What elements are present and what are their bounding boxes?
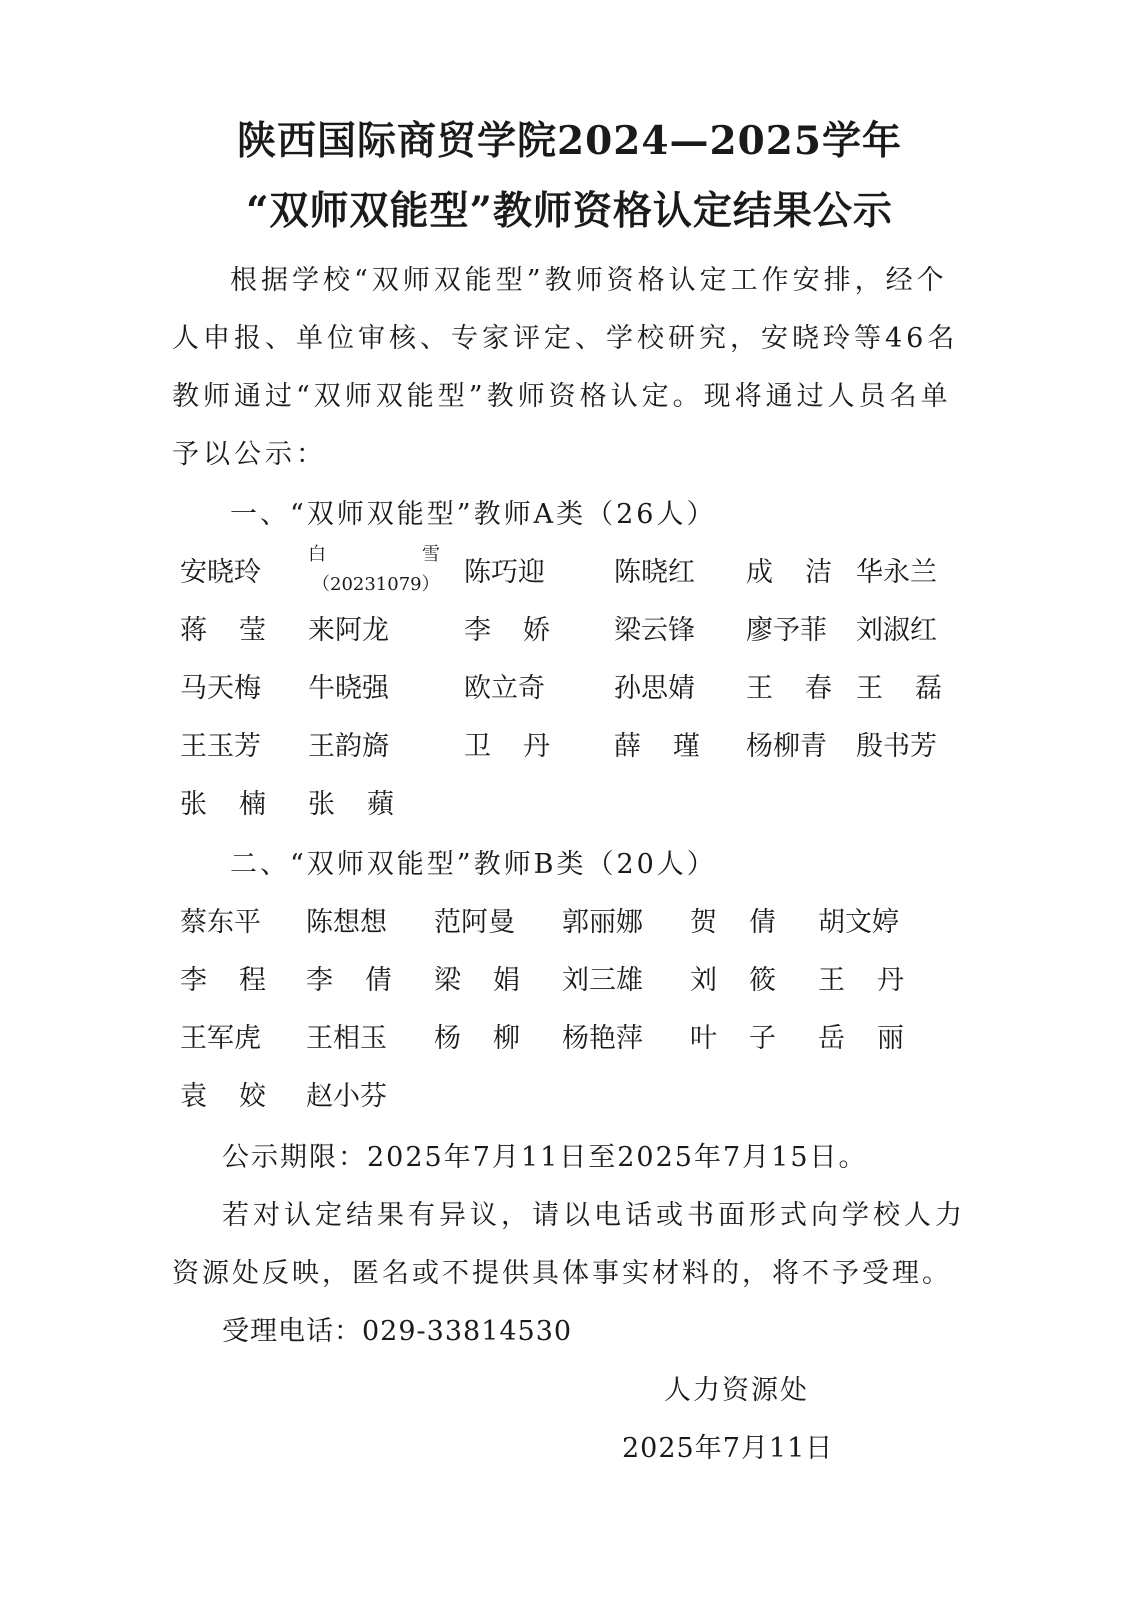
teacher-name: 王 丹 xyxy=(818,965,904,996)
teacher-name: 廖予菲 xyxy=(746,615,827,646)
teacher-name: 李 倩 xyxy=(306,965,392,996)
teacher-name: 牛晓强 xyxy=(308,673,389,704)
teacher-name: 孙思婧 xyxy=(614,673,695,704)
teacher-name: 叶 子 xyxy=(690,1023,776,1054)
teacher-name: 陈巧迎 xyxy=(464,557,545,588)
signature-department: 人力资源处 xyxy=(664,1375,809,1406)
intro-line-3: 教师通过“双师双能型”教师资格认定。现将通过人员名单 xyxy=(172,381,952,412)
teacher-name: 杨柳青 xyxy=(746,731,827,762)
teacher-name: 蒋 莹 xyxy=(180,615,266,646)
teacher-name: 贺 倩 xyxy=(690,907,776,938)
document-title-line-2: “双师双能型”教师资格认定结果公示 xyxy=(246,188,893,234)
section-b-heading: 二、“双师双能型”教师B类（20人） xyxy=(230,849,717,880)
teacher-name: 王军虎 xyxy=(180,1023,261,1054)
document-title-line-1: 陕西国际商贸学院2024—2025学年 xyxy=(236,118,903,164)
teacher-name: 刘三雄 xyxy=(562,965,643,996)
teacher-name: 刘 筱 xyxy=(690,965,776,996)
signature-date: 2025年7月11日 xyxy=(622,1433,834,1464)
teacher-name: 殷书芳 xyxy=(856,731,937,762)
notice-period: 公示期限：2025年7月11日至2025年7月15日。 xyxy=(222,1142,868,1173)
teacher-name: 欧立奇 xyxy=(464,673,545,704)
teacher-name: 安晓玲 xyxy=(180,557,261,588)
teacher-name: 袁 姣 xyxy=(180,1081,266,1112)
teacher-name: 杨艳萍 xyxy=(562,1023,643,1054)
teacher-name: 杨 柳 xyxy=(434,1023,520,1054)
teacher-name: 陈想想 xyxy=(306,907,387,938)
teacher-name: 胡文婷 xyxy=(818,907,899,938)
teacher-name: 陈晓红 xyxy=(614,557,695,588)
teacher-name: 卫 丹 xyxy=(464,731,550,762)
teacher-name: 王玉芳 xyxy=(180,731,261,762)
intro-line-4: 予以公示： xyxy=(172,439,327,470)
teacher-name: 王韵旖 xyxy=(308,731,389,762)
teacher-name: 马天梅 xyxy=(180,673,261,704)
teacher-name: 岳 丽 xyxy=(818,1023,904,1054)
teacher-name: 王相玉 xyxy=(306,1023,387,1054)
teacher-name: 来阿龙 xyxy=(308,615,389,646)
teacher-name: 张 楠 xyxy=(180,789,266,820)
intro-line-1: 根据学校“双师双能型”教师资格认定工作安排，经个 xyxy=(230,265,948,296)
teacher-name: 张 蘋 xyxy=(308,789,394,820)
teacher-name: 范阿曼 xyxy=(434,907,515,938)
teacher-name: 刘淑红 xyxy=(856,615,937,646)
name-note: （20231079） xyxy=(312,574,440,595)
objection-line-2: 资源处反映，匿名或不提供具体事实材料的，将不予受理。 xyxy=(172,1258,952,1289)
teacher-name: 王 磊 xyxy=(856,673,942,704)
teacher-name: 华永兰 xyxy=(856,557,937,588)
teacher-name: 梁 娟 xyxy=(434,965,520,996)
teacher-name: 白 雪 xyxy=(308,544,440,565)
teacher-name: 郭丽娜 xyxy=(562,907,643,938)
teacher-name: 成 洁 xyxy=(746,557,832,588)
teacher-name: 薛 瑾 xyxy=(614,731,700,762)
objection-line-1: 若对认定结果有异议，请以电话或书面形式向学校人力 xyxy=(222,1200,966,1231)
teacher-name: 李 娇 xyxy=(464,615,550,646)
teacher-name: 王 春 xyxy=(746,673,832,704)
intro-line-2: 人申报、单位审核、专家评定、学校研究，安晓玲等46名 xyxy=(172,323,959,354)
teacher-name: 赵小芬 xyxy=(306,1081,387,1112)
teacher-name: 李 程 xyxy=(180,965,266,996)
contact-phone: 受理电话：029-33814530 xyxy=(222,1316,573,1347)
section-a-heading: 一、“双师双能型”教师A类（26人） xyxy=(230,499,717,530)
teacher-name: 蔡东平 xyxy=(180,907,261,938)
teacher-name: 梁云锋 xyxy=(614,615,695,646)
